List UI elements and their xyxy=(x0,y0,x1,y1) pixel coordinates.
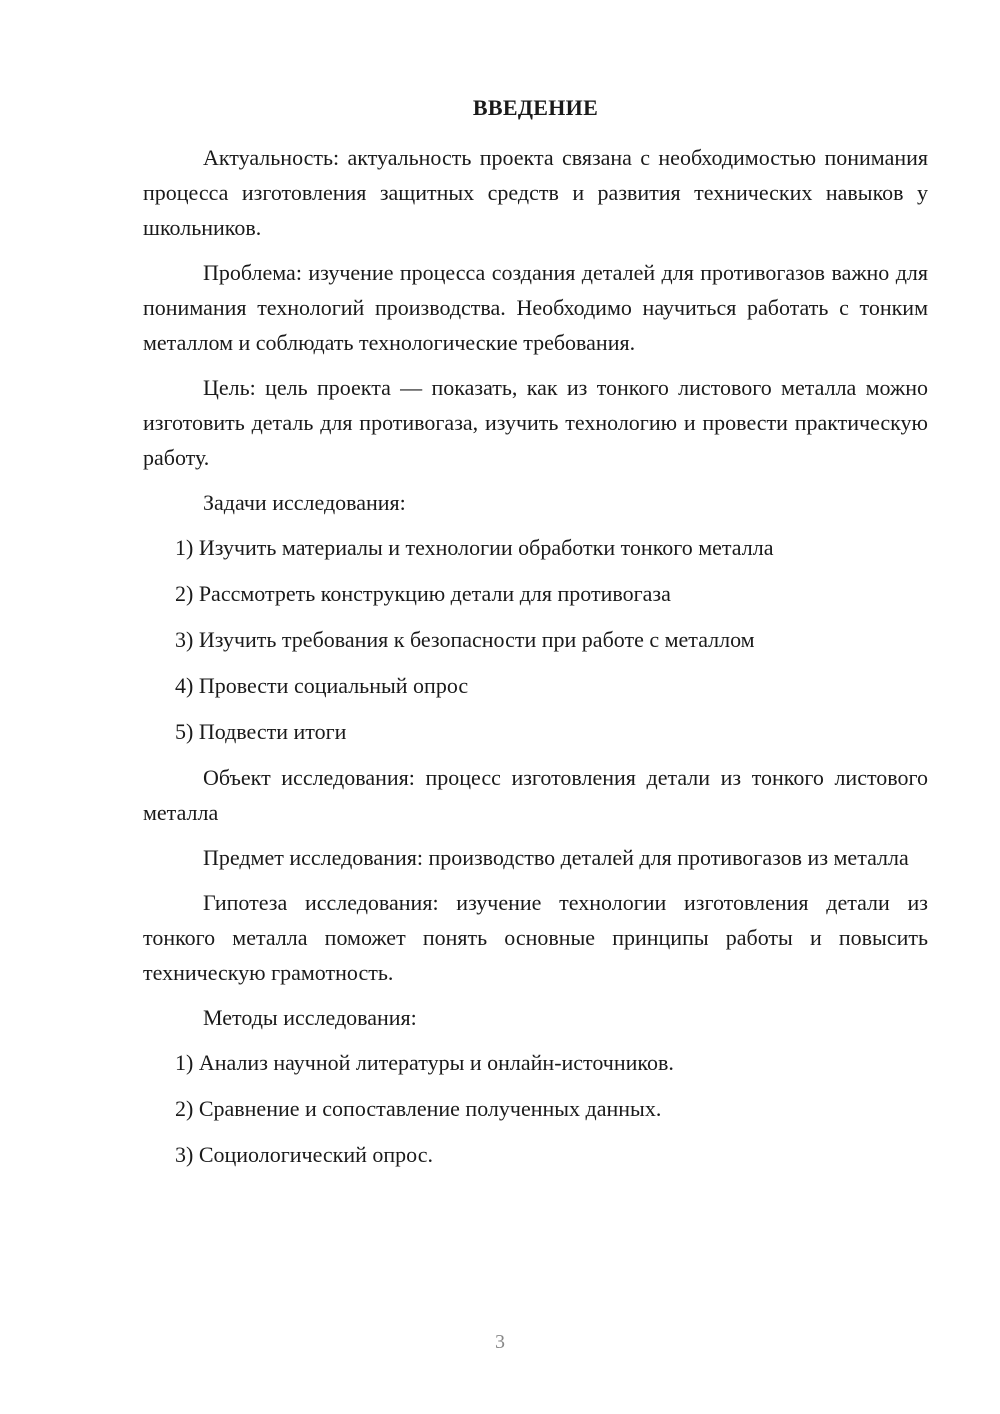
list-item: 1) Анализ научной литературы и онлайн-источников. xyxy=(175,1050,674,1075)
methods-heading: Методы исследования: xyxy=(203,1005,417,1030)
tasks-list xyxy=(143,530,928,749)
page-number: 3 xyxy=(495,1331,505,1353)
relevance-paragraph: Актуальность: актуальность проекта связана с необходимостью понимания процесса изготовления защитных средств и развития технических навыков у школьников. xyxy=(143,145,928,240)
goal-paragraph: Цель: цель проекта — показать, как из тонкого листового металла можно изготовить деталь для противогаза, изучить технологию и провести практическую работу. xyxy=(143,375,928,470)
list-item: 1) Изучить материалы и технологии обработки тонкого металла xyxy=(175,535,774,560)
document-page xyxy=(143,90,928,1183)
page-title: ВВЕДЕНИЕ xyxy=(472,95,599,120)
list-item: 4) Провести социальный опрос xyxy=(175,673,469,698)
list-item: 3) Изучить требования к безопасности при работе с металлом xyxy=(175,627,755,652)
list-item: 2) Сравнение и сопоставление полученных данных. xyxy=(175,1096,662,1121)
problem-paragraph: Проблема: изучение процесса создания деталей для противогазов важно для понимания технологий производства. Необходимо научиться работать с тонким металлом и соблюдать технологические требования. xyxy=(143,260,928,355)
tasks-heading: Задачи исследования: xyxy=(203,490,406,515)
object-paragraph: Объект исследования: процесс изготовления детали из тонкого листового металла xyxy=(143,765,928,825)
list-item: 3) Социологический опрос. xyxy=(175,1142,433,1167)
hypothesis-paragraph: Гипотеза исследования: изучение технологии изготовления детали из тонкого металла поможет понять основные принципы работы и повысить техническую грамотность. xyxy=(143,890,928,985)
subject-paragraph: Предмет исследования: производство деталей для противогазов из металла xyxy=(203,845,909,870)
methods-list xyxy=(143,1045,928,1172)
list-item: 5) Подвести итоги xyxy=(175,719,347,744)
list-item: 2) Рассмотреть конструкцию детали для противогаза xyxy=(175,581,671,606)
